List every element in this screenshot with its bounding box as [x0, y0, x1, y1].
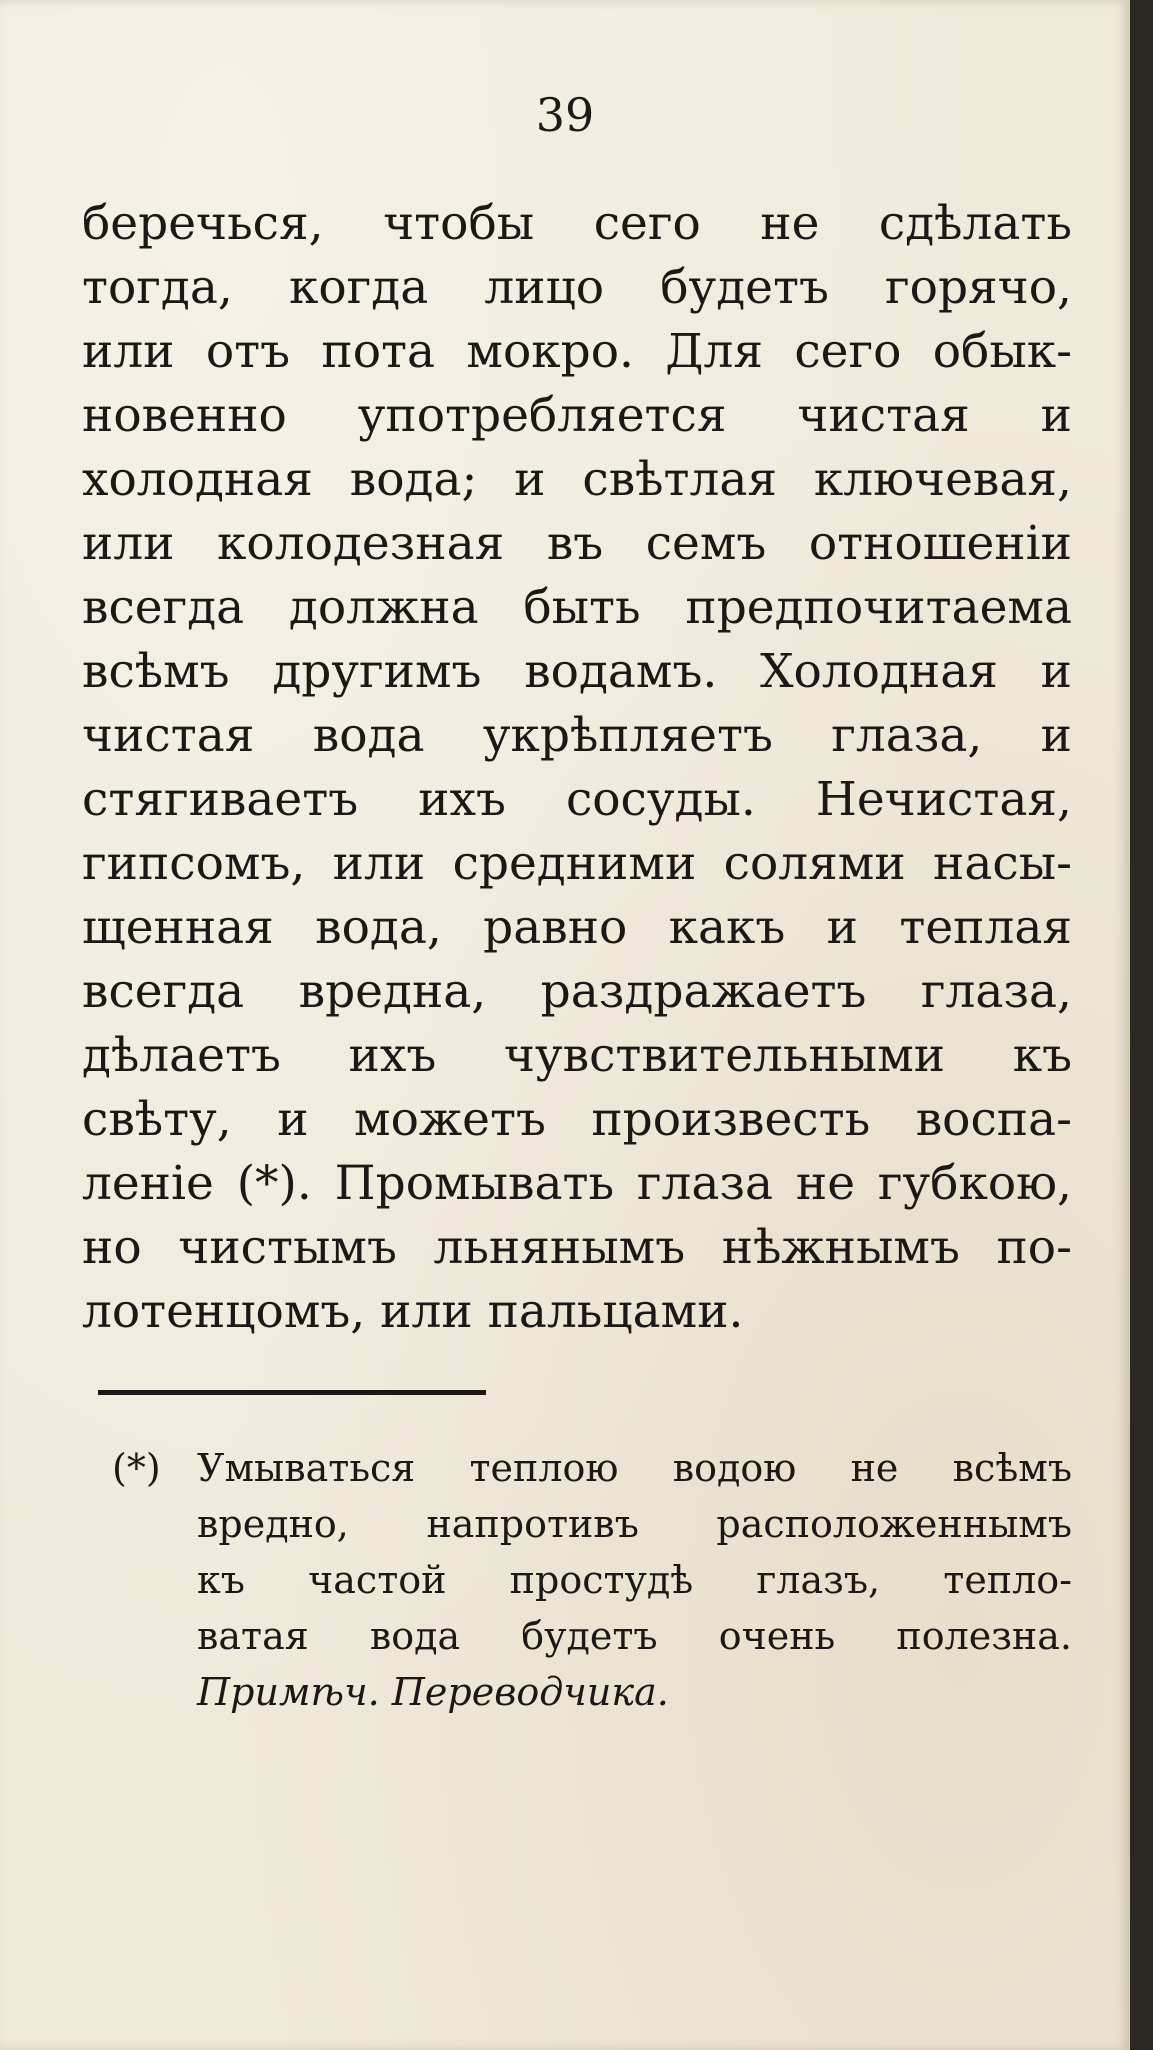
text-line: стягиваетъ ихъ сосуды. Нечистая,: [82, 772, 1072, 827]
text-line: но чистымъ льнянымъ нѣжнымъ по-: [82, 1220, 1072, 1275]
text-line: свѣту, и можетъ произвесть воспа-: [82, 1092, 1072, 1147]
footnote-line: къ частой простудѣ глазъ, тепло-: [197, 1558, 1072, 1602]
text-line: холодная вода; и свѣтлая ключевая,: [82, 452, 1072, 507]
footnote-marker: (*): [112, 1446, 161, 1490]
text-line: тогда, когда лицо будетъ горячо,: [82, 260, 1072, 315]
text-line: дѣлаетъ ихъ чувствительными къ: [82, 1028, 1072, 1083]
text-line: всѣмъ другимъ водамъ. Холодная и: [82, 644, 1072, 699]
text-line: или колодезная въ семъ отношеніи: [82, 516, 1072, 571]
text-line: гипсомъ, или средними солями насы-: [82, 836, 1072, 891]
body-text: [82, 192, 1072, 1344]
text-line: беречься, чтобы сего не сдѣлать: [82, 196, 1072, 251]
text-line: новенно употребляется чистая и: [82, 388, 1072, 443]
page-number: 39: [535, 88, 595, 142]
text-line: лотенцомъ, или пальцами.: [82, 1284, 744, 1339]
footnote-text: [197, 1440, 1072, 1664]
footnote-line: Умываться теплою водою не всѣмъ: [197, 1446, 1072, 1490]
text-line: или отъ пота мокро. Для сего обык-: [82, 324, 1072, 379]
footnote-divider: [98, 1390, 486, 1395]
text-line: всегда должна быть предпочитаема: [82, 580, 1072, 635]
footnote-attribution: Примѣч. Переводчика.: [197, 1670, 669, 1714]
text-line: леніе (*). Промывать глаза не губкою,: [82, 1156, 1072, 1211]
footnote-line: ватая вода будетъ очень полезна.: [197, 1614, 1072, 1658]
text-line: чистая вода укрѣпляетъ глаза, и: [82, 708, 1072, 763]
text-line: щенная вода, равно какъ и теплая: [82, 900, 1072, 955]
footnote-line: вредно, напротивъ расположеннымъ: [197, 1502, 1072, 1546]
text-line: всегда вредна, раздражаетъ глаза,: [82, 964, 1072, 1019]
